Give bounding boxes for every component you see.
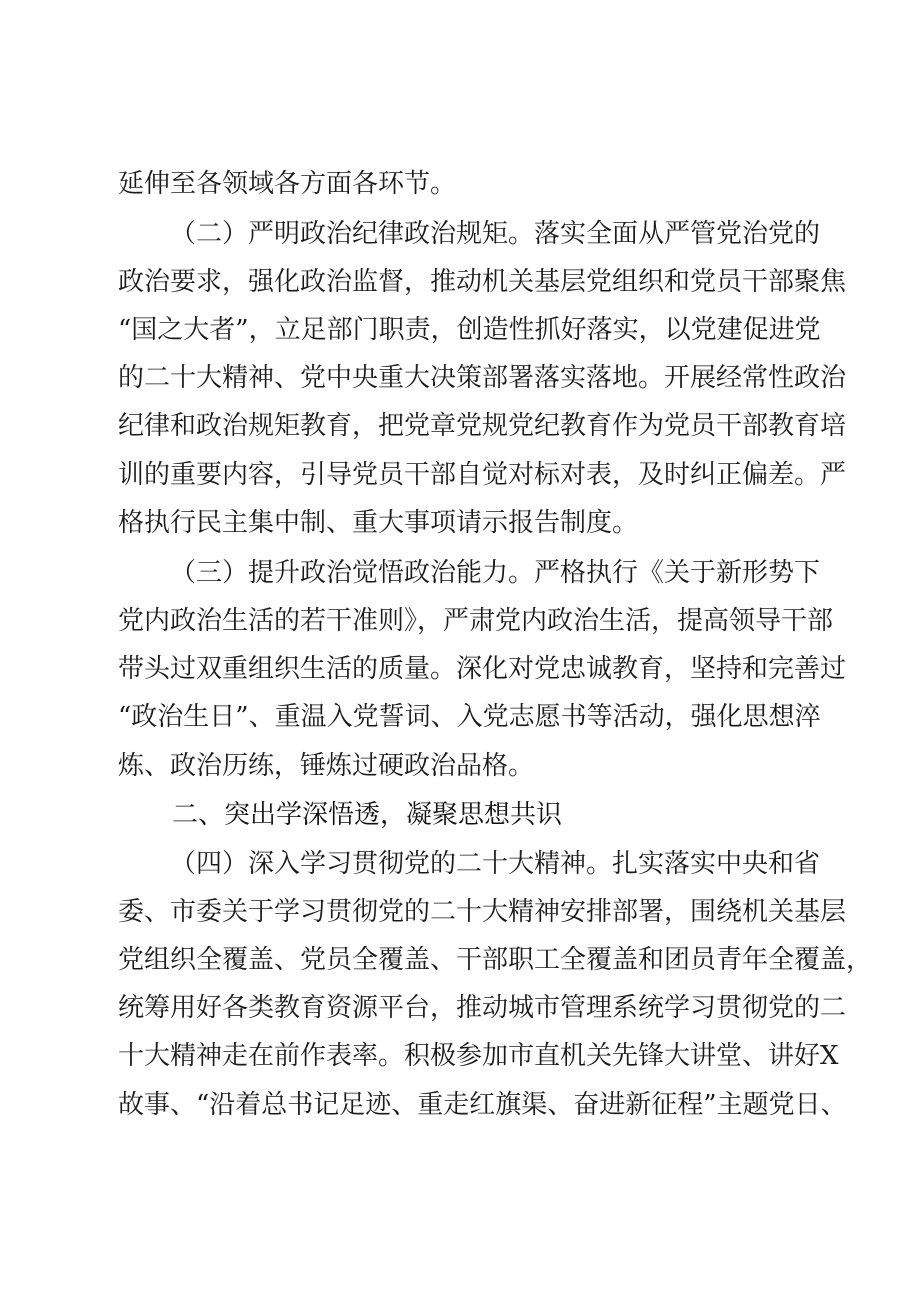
- paragraph-line: 延伸至各领域各方面各环节。: [118, 169, 457, 199]
- paragraph-line: 政治要求，强化政治监督，推动机关基层党组织和党员干部聚焦: [118, 267, 847, 297]
- paragraph-line: 委、市委关于学习贯彻党的二十大精神安排部署，围绕机关基层: [118, 897, 847, 927]
- paragraph-line: 的二十大精神、党中央重大决策部署落实落地。开展经常性政治: [118, 363, 847, 393]
- paragraph-line: （三）提升政治觉悟政治能力。严格执行《关于新形势下: [170, 558, 821, 588]
- paragraph-line: （四）深入学习贯彻党的二十大精神。扎实落实中央和省: [170, 849, 821, 879]
- paragraph-line: “国之大者”，立足部门职责，创造性抓好落实，以党建促进党: [118, 315, 821, 345]
- paragraph-line: “政治生日”、重温入党誓词、入党志愿书等活动，强化思想淬: [118, 702, 821, 732]
- paragraph-line: 格执行民主集中制、重大事项请示报告制度。: [118, 508, 639, 538]
- paragraph-line: （二）严明政治纪律政治规矩。落实全面从严管党治党的: [170, 219, 821, 249]
- paragraph-line: 带头过双重组织生活的质量。深化对党忠诚教育，坚持和完善过: [118, 654, 847, 684]
- paragraph-line: 炼、政治历练，锤炼过硬政治品格。: [118, 751, 535, 781]
- section-heading: 二、突出学深悟透，凝聚思想共识: [172, 800, 563, 830]
- paragraph-line: 党组织全覆盖、党员全覆盖、干部职工全覆盖和团员青年全覆盖，: [118, 945, 873, 975]
- paragraph-line: 十大精神走在前作表率。积极参加市直机关先锋大讲堂、讲好X: [118, 1041, 839, 1071]
- paragraph-line: 党内政治生活的若干准则》，严肃党内政治生活，提高领导干部: [118, 606, 834, 636]
- paragraph-line: 纪律和政治规矩教育，把党章党规党纪教育作为党员干部教育培: [118, 411, 847, 441]
- paragraph-line: 故事、“沿着总书记足迹、重走红旗渠、奋进新征程”主题党日、: [118, 1090, 847, 1120]
- paragraph-line: 训的重要内容，引导党员干部自觉对标对表，及时纠正偏差。严: [118, 460, 847, 490]
- paragraph-line: 统筹用好各类教育资源平台，推动城市管理系统学习贯彻党的二: [118, 993, 847, 1023]
